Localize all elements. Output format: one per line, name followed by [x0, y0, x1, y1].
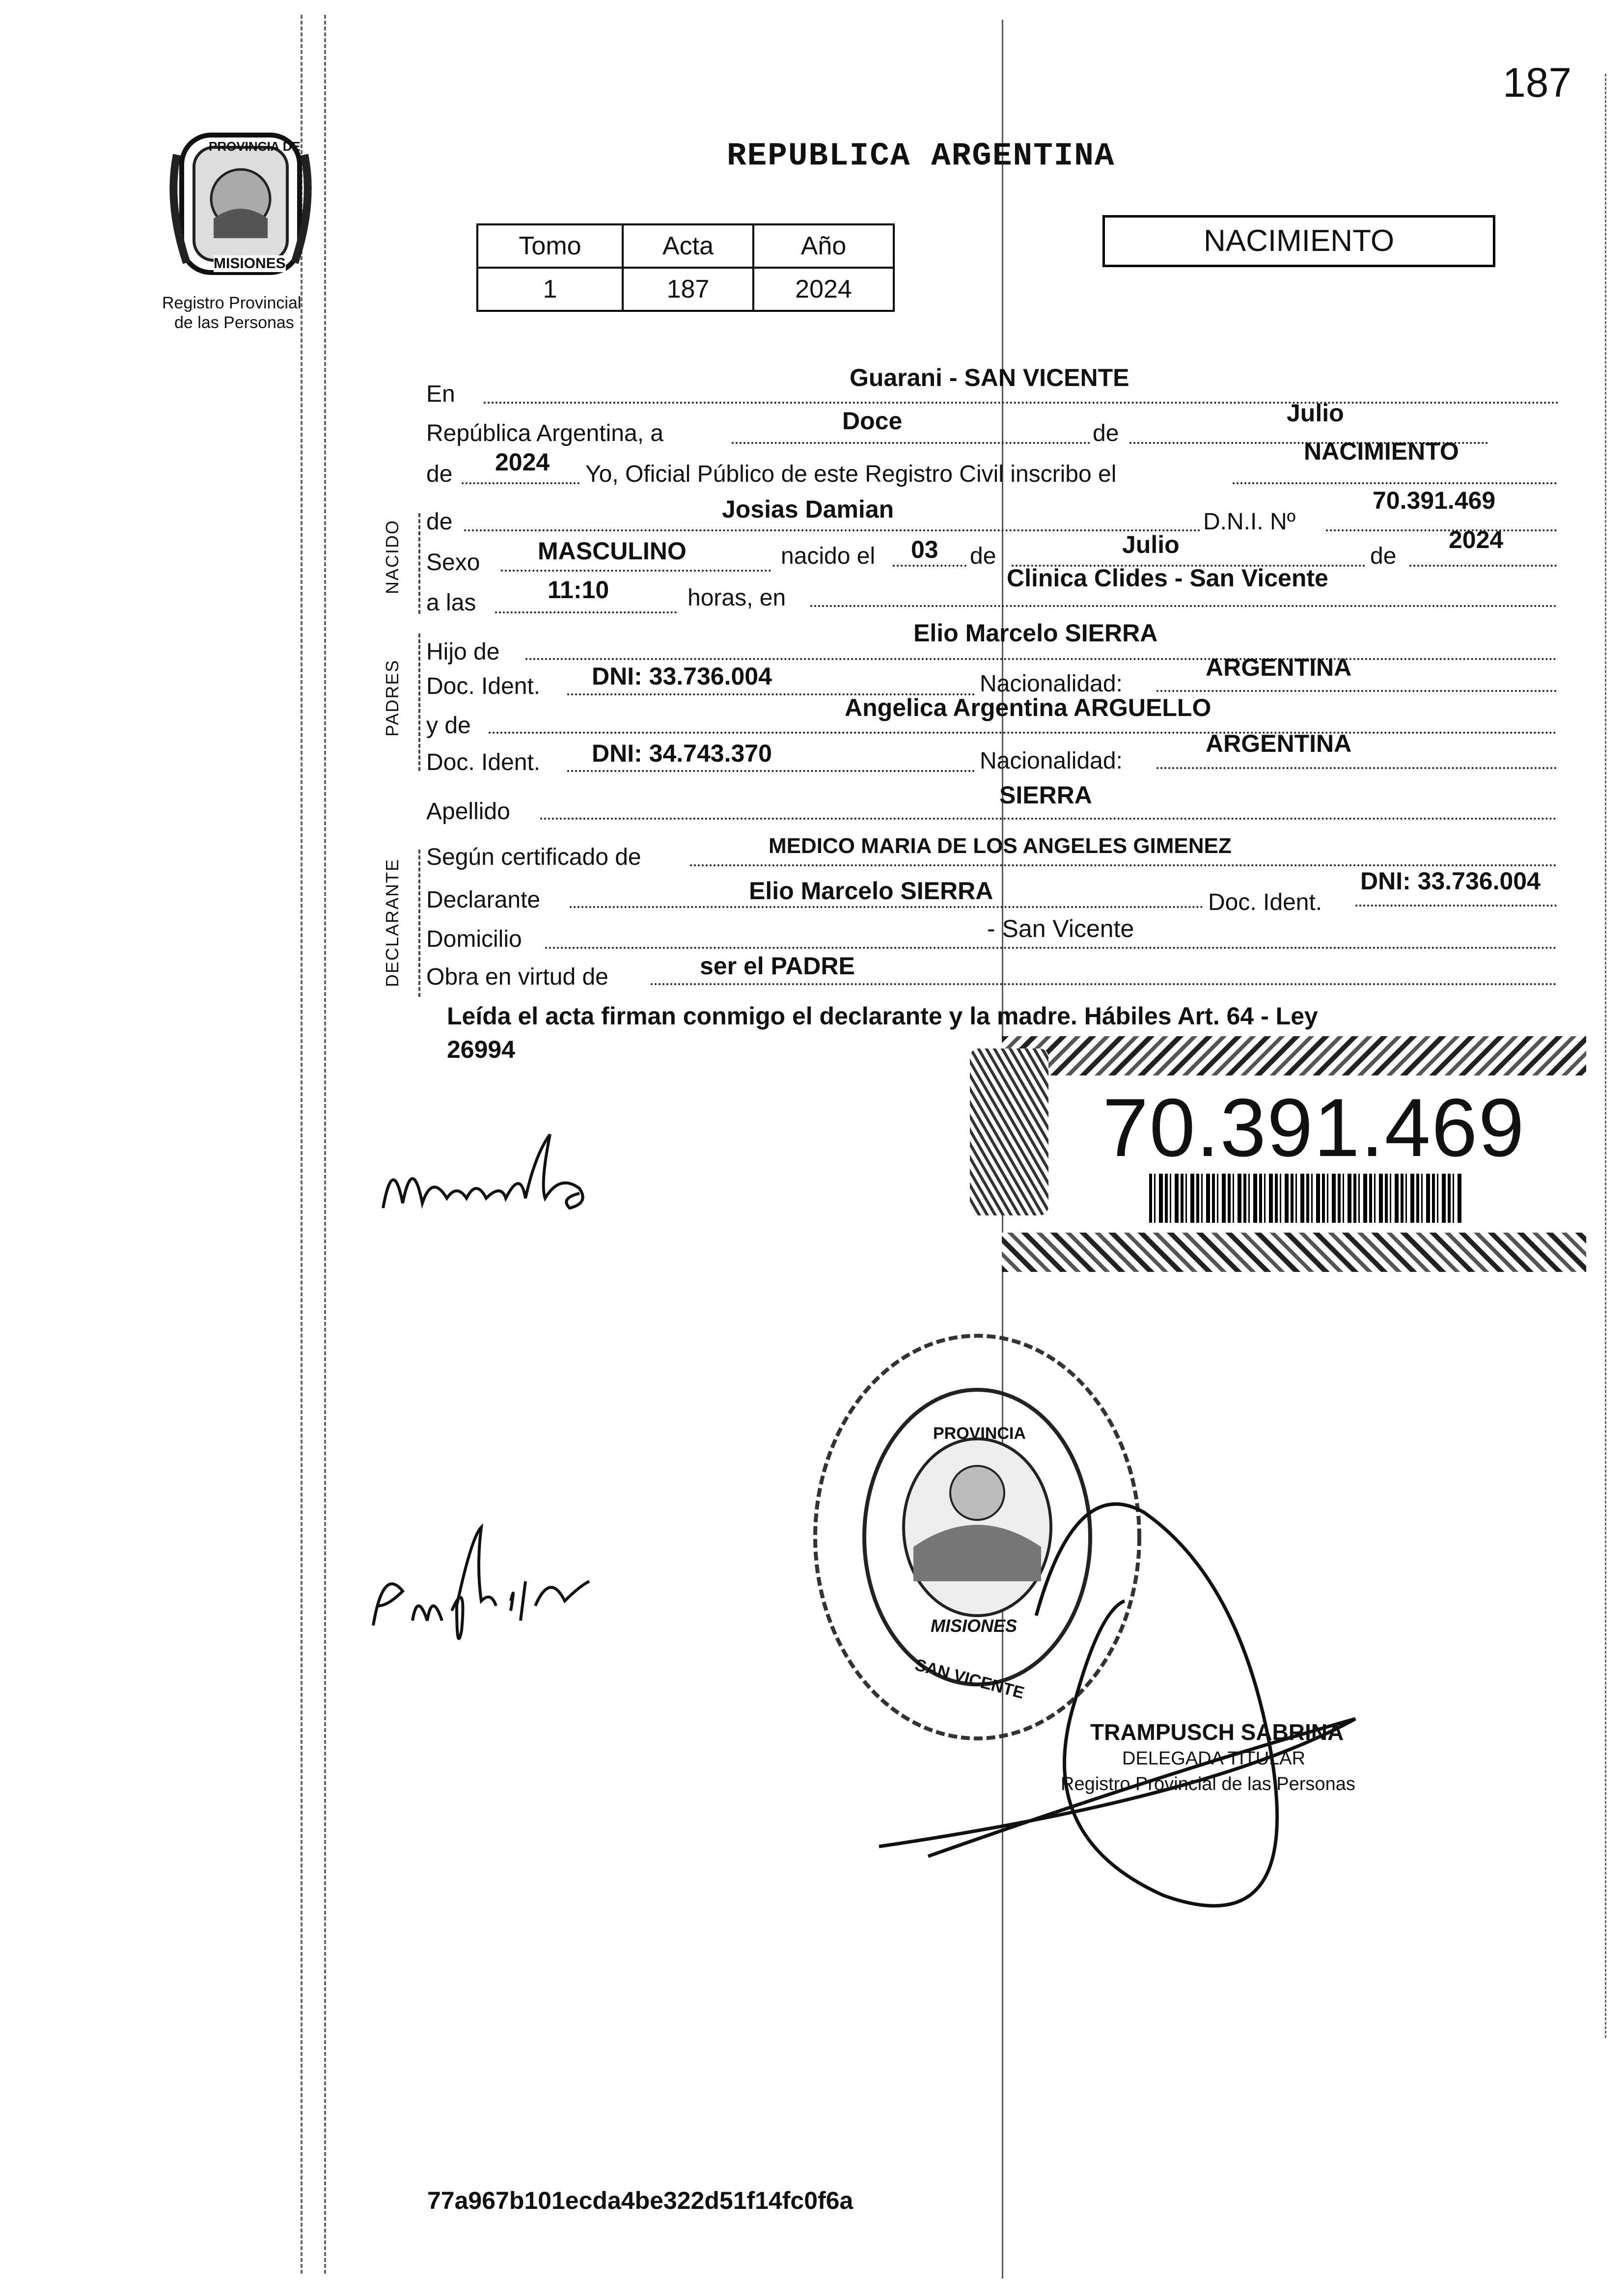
label-doc-ident-madre: Doc. Ident.: [426, 749, 541, 775]
dotted-line: [690, 864, 1557, 866]
label-segun-certificado: Según certificado de: [426, 844, 641, 870]
dotted-line: [1156, 690, 1557, 692]
value-madre-doc: DNI: 34.743.370: [592, 740, 772, 767]
binding-margin-line-right: [324, 15, 326, 2274]
barcode: [1149, 1174, 1463, 1223]
security-band-top: [1002, 1036, 1586, 1075]
value-domicilio: - San Vicente: [987, 915, 1134, 942]
signature-madre: [363, 1508, 638, 1657]
dotted-line: [651, 983, 1557, 985]
official-signature: [869, 1454, 1360, 1972]
label-obra-en-virtud: Obra en virtud de: [426, 964, 608, 990]
label-republica-a: República Argentina, a: [426, 420, 663, 446]
dotted-line: [462, 482, 579, 484]
label-apellido: Apellido: [426, 799, 510, 825]
dotted-line: [1355, 905, 1557, 907]
value-lugar: Guarani - SAN VICENTE: [850, 364, 1129, 391]
label-domicilio: Domicilio: [426, 926, 522, 952]
dotted-line: [495, 611, 677, 613]
signature-declarante: [373, 1125, 648, 1255]
emblem-bottom-text: MISIONES: [214, 255, 286, 272]
section-label-nacido: NACIDO: [382, 519, 402, 594]
dotted-line: [1409, 565, 1557, 567]
value-nac-dia: 03: [911, 536, 938, 563]
value-padre-nac: ARGENTINA: [1206, 654, 1352, 681]
value-certificado: MEDICO MARIA DE LOS ANGELES GIMENEZ: [769, 834, 1232, 858]
value-nac-anio: 2024: [1449, 526, 1504, 553]
page-number: 187: [1503, 59, 1572, 106]
section-bracket-nacido: [418, 513, 420, 614]
value-padre: Elio Marcelo SIERRA: [913, 619, 1158, 647]
label-y-de: y de: [426, 713, 471, 739]
label-doc-ident-declarante: Doc. Ident.: [1208, 889, 1322, 915]
dotted-line: [540, 818, 1557, 820]
value-anio: 2024: [753, 268, 894, 311]
registry-line2: de las Personas: [174, 313, 294, 332]
dotted-line: [810, 605, 1557, 607]
dotted-line: [545, 947, 1557, 949]
value-nac-mes: Julio: [1122, 531, 1180, 558]
dotted-line: [893, 565, 966, 567]
value-nombre: Josias Damian: [722, 496, 894, 523]
official-name: TRAMPUSCH SABRINA: [1090, 1719, 1344, 1745]
value-virtud: ser el PADRE: [700, 952, 855, 980]
right-edge-line: [1605, 74, 1606, 2038]
label-doc-ident-padre: Doc. Ident.: [426, 673, 541, 699]
value-madre: Angelica Argentina ARGUELLO: [845, 694, 1211, 721]
value-declarante-doc: DNI: 33.736.004: [1360, 867, 1541, 895]
record-table: [476, 223, 895, 312]
value-sexo: MASCULINO: [538, 537, 687, 565]
dotted-line: [732, 442, 1090, 444]
section-bracket-padres: [418, 633, 420, 771]
record-type-box: [1102, 215, 1495, 267]
dotted-line: [464, 529, 1201, 531]
label-de-anio: de: [426, 461, 453, 487]
record-type: NACIMIENTO: [1203, 224, 1395, 258]
province-emblem: [167, 125, 314, 282]
document-hash: 77a967b101ecda4be322d51f14fc0f6a: [427, 2187, 853, 2214]
label-de: de: [1093, 420, 1119, 446]
dotted-line: [525, 658, 1557, 660]
label-nacionalidad-padre: Nacionalidad:: [980, 671, 1123, 697]
registry-line1: Registro Provincial: [162, 294, 302, 312]
binding-margin-line-left: [301, 15, 303, 2274]
header-acta: Acta: [623, 224, 753, 268]
section-label-declarante: DECLARANTE: [382, 858, 402, 987]
dotted-line: [501, 570, 771, 572]
value-apellido: SIERRA: [999, 781, 1092, 809]
label-de-anio-nac: de: [1370, 543, 1397, 569]
dotted-line: [1326, 529, 1557, 531]
value-mes: Julio: [1287, 399, 1344, 427]
security-band-bottom: [1002, 1233, 1586, 1272]
value-madre-nac: ARGENTINA: [1206, 730, 1352, 757]
closing-text-line2: 26994: [447, 1036, 516, 1063]
security-hologram: [970, 1048, 1048, 1215]
section-bracket-declarante: [418, 850, 420, 997]
stamp-inner-bottom: MISIONES: [931, 1616, 1018, 1636]
closing-text-line1: Leída el acta firman conmigo el declarante y la madre. Hábiles Art. 64 - Ley: [447, 1002, 1318, 1030]
value-tipo: NACIMIENTO: [1304, 438, 1459, 465]
value-lugar-nac: Clinica Clides - San Vicente: [1007, 564, 1328, 592]
header-anio: Año: [753, 224, 894, 268]
dotted-line: [484, 402, 1559, 404]
label-de-mes: de: [970, 543, 996, 569]
value-tomo: 1: [477, 268, 623, 311]
value-acta: 187: [623, 268, 753, 311]
label-de-nombre: de: [426, 509, 453, 535]
id-number-big: 70.391.469: [1102, 1081, 1525, 1174]
official-title: DELEGADA TITULAR: [1122, 1748, 1306, 1769]
value-hora: 11:10: [548, 576, 609, 604]
label-a-las: a las: [426, 590, 476, 616]
dotted-line: [1233, 482, 1557, 484]
value-anio: 2024: [495, 448, 550, 476]
emblem-top-text: PROVINCIA DE: [209, 139, 301, 154]
value-dni: 70.391.469: [1373, 487, 1496, 514]
dotted-line: [567, 770, 975, 772]
label-dni: D.N.I. Nº: [1203, 509, 1296, 535]
stamp-place: SAN VICENTE: [913, 1655, 1026, 1703]
label-hijo-de: Hijo de: [426, 639, 500, 665]
header-tomo: Tomo: [477, 224, 623, 268]
country-title: REPUBLICA ARGENTINA: [727, 138, 1115, 174]
label-nacido-el: nacido el: [781, 543, 876, 569]
label-nacionalidad-madre: Nacionalidad:: [980, 748, 1123, 774]
label-oficial: Yo, Oficial Público de este Registro Civil inscribo el: [585, 461, 1117, 487]
section-label-padres: PADRES: [382, 659, 402, 737]
label-en: En: [426, 381, 455, 407]
label-declarante: Declarante: [426, 887, 541, 913]
dotted-line: [570, 906, 1203, 908]
dotted-line: [1156, 767, 1557, 769]
dotted-line: [489, 732, 1557, 734]
value-dia: Doce: [842, 407, 903, 435]
label-horas-en: horas, en: [688, 585, 786, 611]
value-declarante: Elio Marcelo SIERRA: [749, 877, 993, 905]
official-office: Registro Provincial de las Personas: [1061, 1774, 1355, 1794]
label-sexo: Sexo: [426, 550, 480, 576]
value-padre-doc: DNI: 33.736.004: [592, 662, 772, 690]
stamp-inner-top: PROVINCIA: [933, 1424, 1026, 1443]
